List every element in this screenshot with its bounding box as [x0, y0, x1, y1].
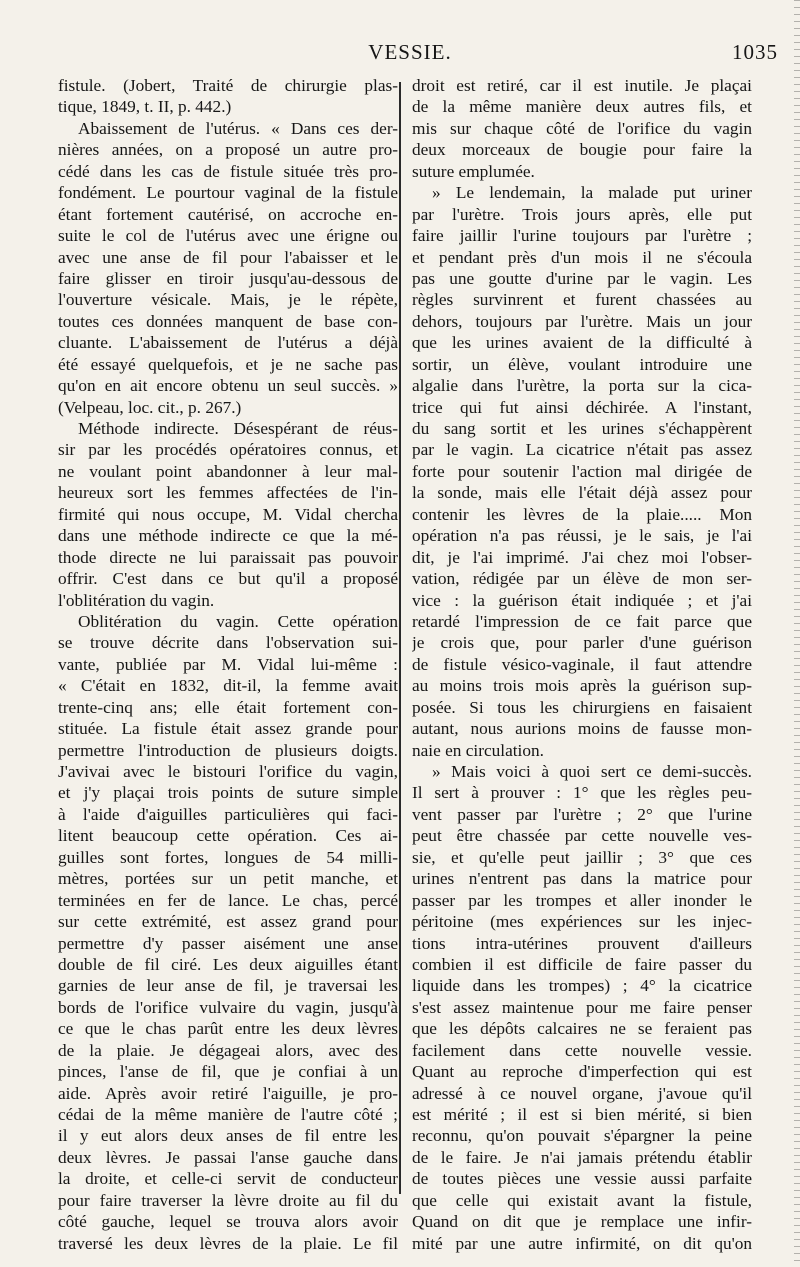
- running-head: [0, 40, 800, 70]
- text-line: Quand on dit que je remplace une infir-: [412, 1212, 752, 1232]
- text-line: garnies de leur anse de fil, je traversai les: [58, 976, 398, 996]
- text-line: vation, rédigée par un élève de mon ser-: [412, 569, 752, 589]
- text-line: Oblitération du vagin. Cette opération: [78, 611, 398, 631]
- text-line: l'ouverture vésicale. Mais, je le répète,: [58, 290, 398, 310]
- text-line: Quant au reproche d'imperfection qui est: [412, 1062, 752, 1082]
- text-line: et j'y plaçai trois points de suture simple: [58, 783, 398, 803]
- text-line: facilement dans cette nouvelle vessie.: [412, 1040, 752, 1060]
- text-line: J'avivai avec le bistouri l'orifice du vagin,: [58, 762, 398, 781]
- text-line: dans une méthode indirecte ce que la mé-: [58, 526, 398, 546]
- text-line: de le faire. Je n'ai jamais prétendu établir: [412, 1147, 752, 1167]
- text-line: été essayé quelquefois, et je ne sache pas: [58, 354, 398, 374]
- text-line: vent passer par l'urètre ; 2° que l'urine: [412, 804, 752, 824]
- text-line: reconnu, qu'on pouvait s'épargner la peine: [412, 1126, 752, 1146]
- text-line: (Velpeau, loc. cit., p. 267.): [58, 397, 242, 417]
- text-line: fondément. Le pourtour vaginal de la fistule: [58, 183, 398, 203]
- text-line: toutes ces données manquent de base con-: [58, 311, 398, 331]
- text-line: droit est retiré, car il est inutile. Je plaçai: [412, 76, 752, 95]
- text-line: passer par les trompes et aller inonder le: [412, 890, 752, 910]
- text-line: combien il est difficile de faire passer du: [412, 954, 752, 974]
- text-line: cédai de la même manière de l'autre côté ;: [58, 1105, 398, 1124]
- text-line: la droite, et celle-ci servit de conducteur: [58, 1169, 398, 1189]
- text-line: opération n'a pas réussi, je le sais, je l'ai: [412, 526, 752, 546]
- text-line: » Mais voici à quoi sert ce demi-succès.: [432, 762, 752, 781]
- text-line: naie en circulation.: [412, 740, 544, 760]
- text-line: « C'était en 1832, dit-il, la femme avait: [58, 676, 398, 696]
- text-line: règles survinrent et furent chassées au: [412, 290, 752, 310]
- text-line: suture emplumée.: [412, 161, 535, 181]
- text-line: tique, 1849, t. II, p. 442.): [58, 97, 232, 117]
- text-line: sir par les procédés opératoires connus, et: [58, 440, 398, 460]
- text-line: sortir, un élève, voulant introduire une: [412, 354, 752, 374]
- text-line: la sonde, mais elle l'était déjà assez pour: [412, 483, 752, 503]
- text-line: trente-cinq ans; elle était fortement con-: [58, 697, 398, 717]
- text-line: mis sur chaque côté de l'orifice du vagin: [412, 118, 752, 138]
- text-line: pas une goutte d'urine par le vagin. Les: [412, 268, 752, 288]
- text-line: il y eut alors deux anses de fil entre les: [58, 1126, 398, 1146]
- text-line: terminées en fer de lance. Le chas, percé: [58, 890, 398, 910]
- page-edge: [794, 0, 800, 1267]
- text-line: ne voulant point abandonner à leur mal-: [58, 461, 398, 481]
- text-line: fistule. (Jobert, Traité de chirurgie plas-: [58, 76, 398, 95]
- text-line: contenir les lèvres de la plaie..... Mon: [412, 504, 752, 524]
- text-line: stituée. La fistule était assez grande pour: [58, 719, 398, 739]
- text-line: traversé les deux lèvres de la plaie. Le fil: [58, 1233, 398, 1253]
- text-line: offrir. C'est dans ce but qu'il a proposé: [58, 569, 398, 589]
- text-line: heureux sort les femmes affectées de l'in-: [58, 483, 398, 503]
- text-line: qu'on en ait encore obtenu un seul succès. »: [58, 376, 398, 396]
- text-line: deux lèvres. Je passai l'anse gauche dans: [58, 1147, 398, 1167]
- text-line: Abaissement de l'utérus. « Dans ces der-: [78, 118, 398, 138]
- text-line: double de fil ciré. Les deux aiguilles étant: [58, 954, 398, 974]
- text-line: Méthode indirecte. Désespérant de réus-: [78, 419, 398, 438]
- text-line: que celle qui existait avant la fistule,: [412, 1190, 752, 1210]
- text-line: vante, publiée par M. Vidal lui-même :: [58, 654, 398, 674]
- text-line: du sang sortit et les urines s'échappèrent: [412, 419, 752, 438]
- text-line: forte pour soutenir l'action mal dirigée de: [412, 461, 752, 481]
- text-line: par le vagin. La cicatrice n'était pas assez: [412, 440, 752, 460]
- text-line: sur cette extrémité, est assez grand pour: [58, 912, 398, 932]
- column-divider: [399, 82, 401, 1194]
- text-line: par l'urètre. Trois jours après, elle put: [412, 204, 752, 224]
- text-line: Il sert à prouver : 1° que les règles peu-: [412, 783, 752, 803]
- running-title: VESSIE.: [368, 40, 452, 64]
- text-line: que les urines avaient de la difficulté à: [412, 333, 752, 353]
- text-line: cédé dans les cas de fistule située très pro-: [58, 161, 398, 181]
- text-line: se trouve décrite dans l'observation sui-: [58, 633, 398, 653]
- text-line: de la plaie. Je dégageai alors, avec des: [58, 1040, 398, 1060]
- text-line: liquide dans les trompes) ; 4° la cicatrice: [412, 976, 752, 996]
- text-line: de fistule vésico-vaginale, il faut attendre: [412, 654, 752, 674]
- text-line: faire jaillir l'urine toujours par l'urètre ;: [412, 226, 752, 246]
- text-line: sie, et qu'elle peut jaillir ; 3° que ces: [412, 847, 752, 867]
- text-line: dit, je l'ai imprimé. J'ai chez moi l'obser-: [412, 547, 752, 567]
- text-line: pinces, l'anse de fil, que je confiai à un: [58, 1062, 398, 1082]
- text-line: mètres, portées sur un petit manche, et: [58, 869, 398, 889]
- text-line: bords de l'orifice vulvaire du vagin, jusqu'à: [58, 997, 398, 1017]
- text-line: pour faire traverser la lèvre droite au fil du: [58, 1190, 398, 1210]
- text-line: l'oblitération du vagin.: [58, 590, 215, 610]
- text-line: tions intra-utérines prouvent d'ailleurs: [412, 933, 752, 953]
- text-line: thode directe ne lui paraissait pas pouvoir: [58, 547, 398, 567]
- text-line: urines n'entrent pas dans la matrice pour: [412, 869, 752, 889]
- text-line: autant, nous aurions moins de fausse mon-: [412, 719, 752, 739]
- text-line: je crois que, pour parler d'une guérison: [412, 633, 752, 653]
- text-line: deux morceaux de bougie pour faire la: [412, 140, 752, 160]
- text-line: côté gauche, lequel se trouva alors avoir: [58, 1212, 398, 1232]
- text-line: posée. Si tous les chirurgiens en faisaient: [412, 697, 752, 717]
- text-line: algalie dans l'urètre, la porta sur la cica-: [412, 376, 752, 396]
- text-line: de la même manière deux autres fils, et: [412, 97, 752, 117]
- text-line: nières années, on a proposé un autre pro-: [58, 140, 398, 160]
- text-line: de toutes pièces une vessie aussi parfaite: [412, 1169, 752, 1189]
- text-line: est mérité ; il est si bien mérité, si bien: [412, 1105, 752, 1124]
- text-line: permettre d'y passer aisément une anse: [58, 933, 398, 953]
- text-line: que les dépôts calcaires ne se feraient pas: [412, 1019, 752, 1039]
- text-line: trice qui fut ainsi déchirée. A l'instant,: [412, 397, 752, 417]
- text-line: suite le col de l'utérus avec une érigne ou: [58, 226, 398, 246]
- text-line: » Le lendemain, la malade put uriner: [432, 183, 752, 203]
- text-line: s'est assez maintenue pour me faire penser: [412, 997, 752, 1017]
- page-number: 1035: [732, 40, 778, 64]
- text-line: et pendant près d'un mois il ne s'écoula: [412, 247, 752, 267]
- text-line: péritoine (mes expériences sur les injec-: [412, 912, 752, 932]
- text-line: adressé à ce nouvel organe, j'avoue qu'il: [412, 1083, 752, 1103]
- text-line: aide. Après avoir retiré l'aiguille, je pro-: [58, 1083, 398, 1103]
- text-line: à l'aide d'aiguilles particulières qui faci-: [58, 804, 398, 824]
- text-line: guilles sont fortes, longues de 54 milli-: [58, 847, 398, 867]
- text-line: vice : la guérison était indiquée ; et j'ai: [412, 590, 752, 610]
- text-line: au moins trois mois après la guérison sup-: [412, 676, 752, 696]
- right-text-column: [412, 75, 752, 1254]
- text-line: peut être chassée par cette nouvelle ves-: [412, 826, 752, 846]
- text-line: litent beaucoup cette opération. Ces ai-: [58, 826, 398, 846]
- text-line: permettre l'introduction de plusieurs doigts.: [58, 740, 398, 760]
- text-line: firmité qui nous occupe, M. Vidal chercha: [58, 504, 398, 524]
- text-line: retardé l'impression de ce fait parce que: [412, 611, 752, 631]
- left-text-column: [58, 75, 398, 1254]
- text-line: dehors, toujours par l'urètre. Mais un jour: [412, 311, 752, 331]
- text-line: mité par une autre infirmité, on dit qu'on: [412, 1233, 752, 1253]
- text-line: avec une anse de fil pour l'abaisser et le: [58, 247, 398, 267]
- text-line: ce que le chas parût entre les deux lèvres: [58, 1019, 398, 1039]
- text-line: cluante. L'abaissement de l'utérus a déjà: [58, 333, 398, 353]
- text-line: étant fortement cautérisé, on accroche en-: [58, 204, 398, 224]
- text-line: faire glisser en tiroir jusqu'au-dessous de: [58, 268, 398, 288]
